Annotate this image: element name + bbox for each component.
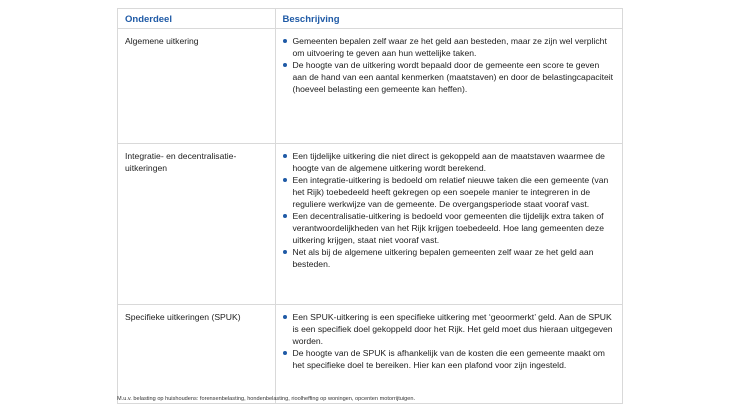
list-item-text: Een tijdelijke uitkering die niet direct is gekoppeld aan de maatstaven waarmee de hoogte van de algemene uitkering wordt berekend. — [292, 151, 605, 173]
table-row — [118, 144, 622, 305]
bullet-list — [283, 35, 615, 95]
row-part-label: Algemene uitkering — [118, 29, 275, 144]
list-item-text: De hoogte van de SPUK is afhankelijk van de kosten die een gemeente maakt om het specifieke doel te bereiken. Hier kan een plafond voor zijn ingesteld. — [292, 348, 605, 370]
list-item — [283, 174, 615, 210]
header-beschrijving: Beschrijving — [275, 9, 622, 29]
list-item — [283, 347, 615, 371]
list-item-text: Een SPUK-uitkering is een specifieke uitkering met ‘geoormerkt’ geld. Aan de SPUK is een specifiek doel gekoppeld door het Rijk. Het geld moet dus hieraan uitgegeven worden. — [292, 312, 613, 346]
list-item — [283, 311, 615, 347]
bullet-dot-icon — [283, 178, 287, 182]
table-header-row — [118, 9, 622, 29]
list-item — [283, 210, 615, 246]
bullet-dot-icon — [283, 250, 287, 254]
list-item — [283, 150, 615, 174]
bullet-dot-icon — [283, 351, 287, 355]
row-part-label: Specifieke uitkeringen (SPUK) — [125, 312, 241, 322]
list-item-text: Gemeenten bepalen zelf waar ze het geld aan besteden, maar ze zijn wel verplicht om uitvoering te geven aan hun wettelijke taken. — [292, 36, 607, 58]
uitkeringen-table — [117, 8, 623, 404]
list-item — [283, 59, 615, 95]
row-description — [275, 29, 622, 144]
row-part-label: Integratie- en decentralisatie-uitkeringen — [118, 144, 275, 305]
bullet-dot-icon — [283, 154, 287, 158]
row-description — [275, 144, 622, 305]
list-item-text: Een decentralisatie-uitkering is bedoeld voor gemeenten die tijdelijk extra taken of verantwoordelijkheden van het Rijk krijgen toebedeeld. Hoe lang gemeenten deze uitkering krijgen, staat niet vooraf vast. — [292, 211, 604, 245]
bullet-dot-icon — [283, 315, 287, 319]
bullet-list — [283, 150, 615, 270]
bullet-dot-icon — [283, 214, 287, 218]
table-row — [118, 29, 622, 144]
table-row — [118, 305, 622, 404]
list-item-text: Een integratie-uitkering is bedoeld om relatief nieuwe taken die een gemeente (van het Rijk) toebedeeld heeft gekregen op een soepele manier te integreren in de reguliere werkwijze van de gemeente. De overgangsperiode staat vooraf vast. — [292, 175, 609, 209]
list-item-text: De hoogte van de uitkering wordt bepaald door de gemeente een score te geven aan de hand van een aantal kenmerken (maatstaven) en door de belastingcapaciteit (hoeveel belasting een gemeente kan heffen). — [292, 60, 614, 94]
list-item — [283, 246, 615, 270]
header-onderdeel: Onderdeel — [118, 9, 275, 29]
bullet-dot-icon — [283, 63, 287, 67]
list-item-text: Net als bij de algemene uitkering bepalen gemeenten zelf waar ze het geld aan besteden. — [292, 247, 594, 269]
list-item — [283, 35, 615, 59]
row-description — [275, 305, 622, 404]
bullet-list — [283, 311, 615, 371]
bullet-dot-icon — [283, 39, 287, 43]
footnote: M.u.v. belasting op huishoudens: forensenbelasting, hondenbelasting, rioolheffing op woningen, opcenten motorrijtuigen. — [117, 396, 416, 402]
